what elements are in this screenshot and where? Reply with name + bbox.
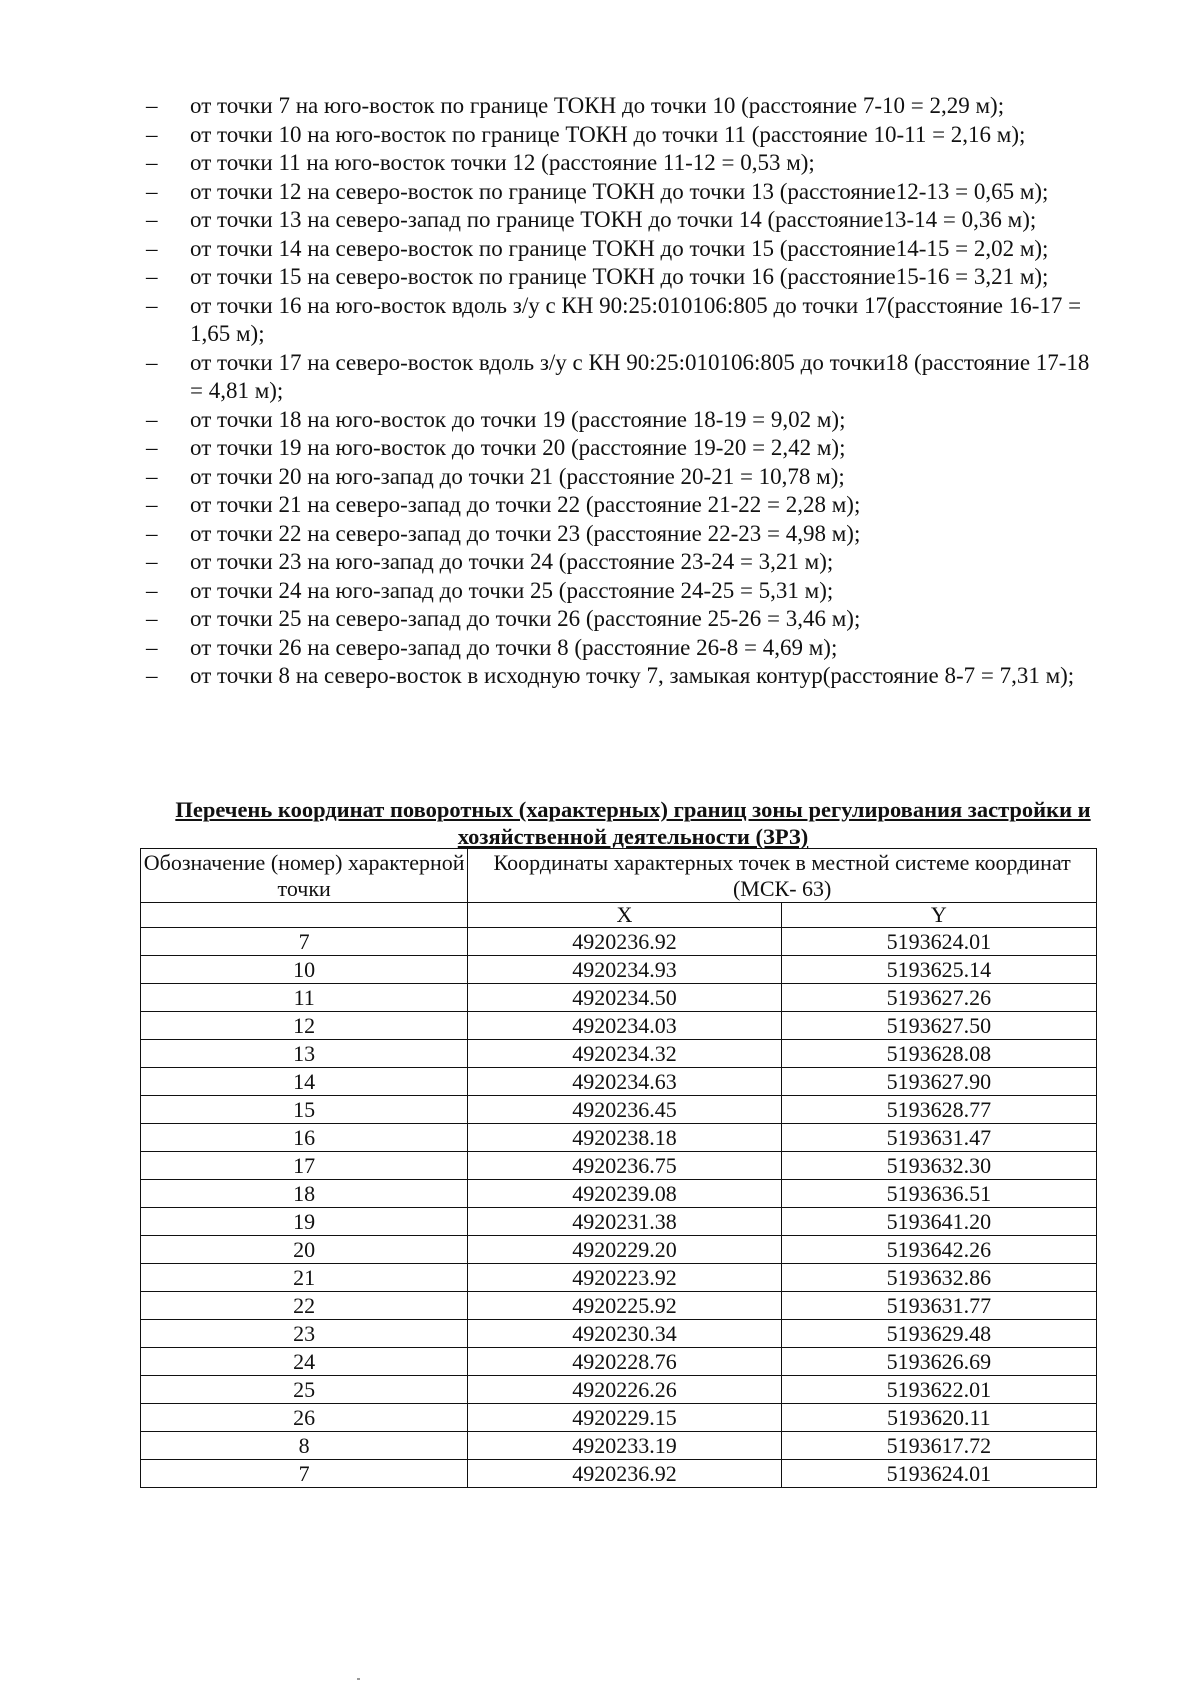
point-number-cell: 21 — [141, 1264, 468, 1292]
x-coordinate-cell: 4920230.34 — [468, 1320, 781, 1348]
point-number-cell: 16 — [141, 1124, 468, 1152]
boundary-description-item — [146, 121, 1106, 150]
y-coordinate-cell: 5193641.20 — [781, 1208, 1096, 1236]
y-coordinate-cell: 5193636.51 — [781, 1180, 1096, 1208]
point-number-cell: 15 — [141, 1096, 468, 1124]
x-coordinate-cell: 4920239.08 — [468, 1180, 781, 1208]
boundary-description-text: от точки 21 на северо-запад до точки 22 (расстояние 21-22 = 2,28 м); — [190, 492, 861, 517]
boundary-description-item — [146, 263, 1106, 292]
point-number-cell: 26 — [141, 1404, 468, 1432]
bullet-dash: – — [146, 435, 158, 460]
bullet-dash: – — [146, 463, 158, 489]
table-caption: Перечень координат поворотных (характерных) границ зоны регулирования застройки и хозяйственной деятельности (ЗРЗ) — [175, 797, 1091, 849]
table-row — [141, 1432, 1097, 1460]
boundary-description-item — [146, 520, 1106, 549]
boundary-description-item — [146, 491, 1106, 520]
x-coordinate-cell: 4920226.26 — [468, 1376, 781, 1404]
table-row — [141, 1152, 1097, 1180]
boundary-description-text: от точки 7 на юго-восток по границе ТОКН до точки 10 (расстояние 7-10 = 2,29 м); — [190, 93, 1005, 118]
boundary-description-list — [146, 92, 1106, 691]
boundary-description-text: от точки 12 на северо-восток по границе ТОКН до точки 13 (расстояние12-13 = 0,65 м); — [190, 178, 1049, 204]
boundary-description-text: от точки 25 на северо-запад до точки 26 (расстояние 25-26 = 3,46 м); — [190, 606, 861, 631]
x-coordinate-cell: 4920223.92 — [468, 1264, 781, 1292]
point-number-cell: 11 — [141, 984, 468, 1012]
table-row — [141, 1068, 1097, 1096]
x-coordinate-cell: 4920234.63 — [468, 1068, 781, 1096]
header-y: Y — [781, 903, 1096, 928]
boundary-description-item — [146, 605, 1106, 634]
y-coordinate-cell: 5193627.50 — [781, 1012, 1096, 1040]
boundary-description-text: от точки 16 на юго-восток вдоль з/у с КН 90:25:010106:805 до точки 17(расстояние 16-17 = 1,65 м); — [190, 292, 1082, 346]
point-number-cell: 14 — [141, 1068, 468, 1096]
bullet-dash: – — [146, 634, 158, 660]
y-coordinate-cell: 5193642.26 — [781, 1236, 1096, 1264]
table-row — [141, 1320, 1097, 1348]
x-coordinate-cell: 4920233.19 — [468, 1432, 781, 1460]
y-coordinate-cell: 5193631.77 — [781, 1292, 1096, 1320]
boundary-description-item — [146, 634, 1106, 663]
table-row — [141, 928, 1097, 956]
x-coordinate-cell: 4920228.76 — [468, 1348, 781, 1376]
point-number-cell: 19 — [141, 1208, 468, 1236]
table-row — [141, 1404, 1097, 1432]
y-coordinate-cell: 5193627.26 — [781, 984, 1096, 1012]
boundary-description-item — [146, 463, 1106, 492]
point-number-cell: 17 — [141, 1152, 468, 1180]
table-row — [141, 984, 1097, 1012]
x-coordinate-cell: 4920236.45 — [468, 1096, 781, 1124]
bullet-dash: – — [146, 577, 158, 603]
bullet-dash: – — [146, 492, 158, 517]
point-number-cell: 12 — [141, 1012, 468, 1040]
scan-mark — [357, 1678, 360, 1680]
boundary-description-text: от точки 10 на юго-восток по границе ТОКН до точки 11 (расстояние 10-11 = 2,16 м); — [190, 121, 1026, 147]
point-number-cell: 7 — [141, 1460, 468, 1488]
point-number-cell: 13 — [141, 1040, 468, 1068]
y-coordinate-cell: 5193624.01 — [781, 1460, 1096, 1488]
table-row — [141, 1124, 1097, 1152]
boundary-description-item — [146, 149, 1106, 178]
y-coordinate-cell: 5193631.47 — [781, 1124, 1096, 1152]
x-coordinate-cell: 4920234.50 — [468, 984, 781, 1012]
y-coordinate-cell: 5193617.72 — [781, 1432, 1096, 1460]
point-number-cell: 25 — [141, 1376, 468, 1404]
bullet-dash: – — [146, 207, 158, 232]
y-coordinate-cell: 5193620.11 — [781, 1404, 1096, 1432]
boundary-description-text: от точки 11 на юго-восток точки 12 (расстояние 11-12 = 0,53 м); — [190, 150, 815, 175]
bullet-dash: – — [146, 549, 158, 574]
boundary-description-text: от точки 14 на северо-восток по границе ТОКН до точки 15 (расстояние14-15 = 2,02 м); — [190, 235, 1049, 261]
x-coordinate-cell: 4920234.32 — [468, 1040, 781, 1068]
boundary-description-text: от точки 23 на юго-запад до точки 24 (расстояние 23-24 = 3,21 м); — [190, 549, 834, 574]
table-row — [141, 1348, 1097, 1376]
y-coordinate-cell: 5193626.69 — [781, 1348, 1096, 1376]
x-coordinate-cell: 4920229.20 — [468, 1236, 781, 1264]
x-coordinate-cell: 4920229.15 — [468, 1404, 781, 1432]
boundary-description-item — [146, 406, 1106, 435]
boundary-description-text: от точки 8 на северо-восток в исходную точку 7, замыкая контур(расстояние 8-7 = 7,31 м); — [190, 663, 1075, 688]
table-row — [141, 1208, 1097, 1236]
boundary-description-item — [146, 235, 1106, 264]
y-coordinate-cell: 5193627.90 — [781, 1068, 1096, 1096]
point-number-cell: 22 — [141, 1292, 468, 1320]
boundary-description-item — [146, 577, 1106, 606]
boundary-description-text: от точки 17 на северо-восток вдоль з/у с КН 90:25:010106:805 до точки18 (расстояние 17-18 = 4,81 м); — [190, 349, 1090, 403]
x-coordinate-cell: 4920236.92 — [468, 1460, 781, 1488]
table-row — [141, 1460, 1097, 1488]
point-number-cell: 8 — [141, 1432, 468, 1460]
header-empty-cell — [141, 903, 468, 928]
bullet-dash: – — [146, 520, 158, 546]
boundary-description-text: от точки 20 на юго-запад до точки 21 (расстояние 20-21 = 10,78 м); — [190, 463, 845, 489]
x-coordinate-cell: 4920234.03 — [468, 1012, 781, 1040]
point-number-cell: 7 — [141, 928, 468, 956]
header-point: Обозначение (номер) характерной точки — [141, 849, 468, 903]
table-row — [141, 1040, 1097, 1068]
point-number-cell: 20 — [141, 1236, 468, 1264]
coordinates-table-body — [141, 928, 1097, 1488]
point-number-cell: 24 — [141, 1348, 468, 1376]
bullet-dash: – — [146, 121, 158, 147]
boundary-description-item — [146, 178, 1106, 207]
coordinates-table — [140, 848, 1097, 1488]
bullet-dash: – — [146, 93, 158, 118]
table-row — [141, 1096, 1097, 1124]
point-number-cell: 23 — [141, 1320, 468, 1348]
boundary-description-text: от точки 19 на юго-восток до точки 20 (расстояние 19-20 = 2,42 м); — [190, 435, 846, 460]
bullet-dash: – — [146, 663, 158, 688]
boundary-description-text: от точки 24 на юго-запад до точки 25 (расстояние 24-25 = 5,31 м); — [190, 577, 834, 603]
table-row — [141, 1292, 1097, 1320]
bullet-dash: – — [146, 349, 158, 375]
bullet-dash: – — [146, 264, 158, 289]
boundary-description-item — [146, 662, 1106, 691]
bullet-dash: – — [146, 606, 158, 631]
point-number-cell: 10 — [141, 956, 468, 984]
x-coordinate-cell: 4920236.92 — [468, 928, 781, 956]
boundary-description-text: от точки 15 на северо-восток по границе ТОКН до точки 16 (расстояние15-16 = 3,21 м); — [190, 264, 1049, 289]
boundary-description-text: от точки 13 на северо-запад по границе ТОКН до точки 14 (расстояние13-14 = 0,36 м); — [190, 207, 1037, 232]
y-coordinate-cell: 5193628.77 — [781, 1096, 1096, 1124]
table-row — [141, 1180, 1097, 1208]
y-coordinate-cell: 5193622.01 — [781, 1376, 1096, 1404]
boundary-description-item — [146, 206, 1106, 235]
header-coordinates: Координаты характерных точек в местной системе координат (МСК- 63) — [468, 849, 1097, 903]
bullet-dash: – — [146, 292, 158, 318]
y-coordinate-cell: 5193625.14 — [781, 956, 1096, 984]
y-coordinate-cell: 5193628.08 — [781, 1040, 1096, 1068]
boundary-description-item — [146, 92, 1106, 121]
boundary-description-item — [146, 292, 1106, 349]
bullet-dash: – — [146, 150, 158, 175]
y-coordinate-cell: 5193629.48 — [781, 1320, 1096, 1348]
header-x: X — [468, 903, 781, 928]
x-coordinate-cell: 4920231.38 — [468, 1208, 781, 1236]
table-row — [141, 1012, 1097, 1040]
x-coordinate-cell: 4920238.18 — [468, 1124, 781, 1152]
boundary-description-item — [146, 349, 1106, 406]
bullet-dash: – — [146, 406, 158, 432]
x-coordinate-cell: 4920225.92 — [468, 1292, 781, 1320]
boundary-description-text: от точки 22 на северо-запад до точки 23 (расстояние 22-23 = 4,98 м); — [190, 520, 861, 546]
bullet-dash: – — [146, 235, 158, 261]
boundary-description-item — [146, 548, 1106, 577]
table-row — [141, 1376, 1097, 1404]
boundary-description-text: от точки 18 на юго-восток до точки 19 (расстояние 18-19 = 9,02 м); — [190, 406, 846, 432]
boundary-description-item — [146, 434, 1106, 463]
y-coordinate-cell: 5193624.01 — [781, 928, 1096, 956]
boundary-description-text: от точки 26 на северо-запад до точки 8 (расстояние 26-8 = 4,69 м); — [190, 634, 838, 660]
x-coordinate-cell: 4920234.93 — [468, 956, 781, 984]
y-coordinate-cell: 5193632.30 — [781, 1152, 1096, 1180]
table-row — [141, 1236, 1097, 1264]
point-number-cell: 18 — [141, 1180, 468, 1208]
x-coordinate-cell: 4920236.75 — [468, 1152, 781, 1180]
table-row — [141, 956, 1097, 984]
bullet-dash: – — [146, 178, 158, 204]
table-row — [141, 1264, 1097, 1292]
y-coordinate-cell: 5193632.86 — [781, 1264, 1096, 1292]
